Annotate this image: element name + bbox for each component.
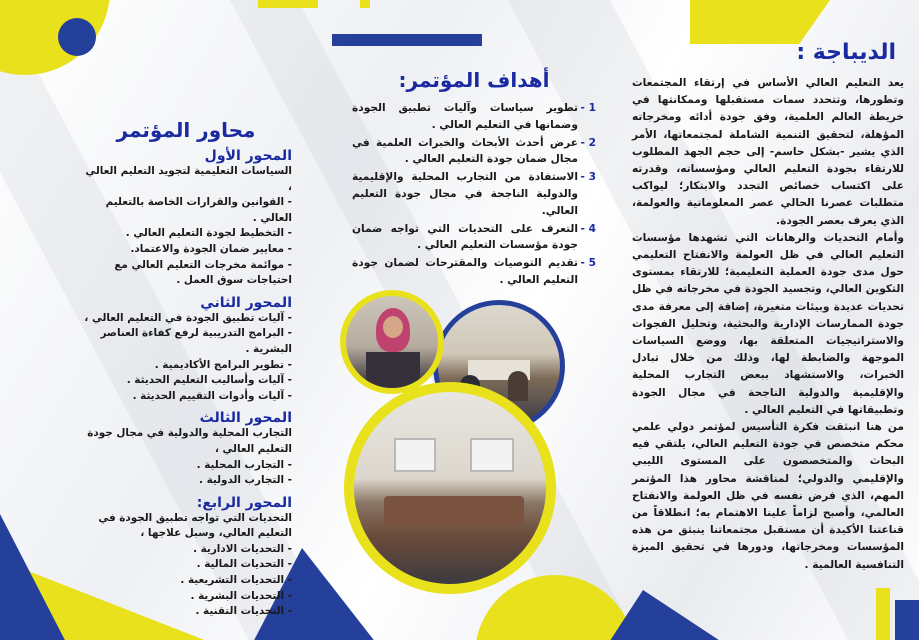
axis-item: التجارب المحلية والدولية في مجال جودة التعليم العالي ،: [87, 427, 292, 455]
axis-title: المحور الثالث: [199, 410, 292, 427]
axis-item: - التخطيط لجودة التعليم العالي .: [125, 227, 292, 240]
axis-item: - التحديات البشرية .: [190, 589, 292, 602]
goals-list: [352, 100, 596, 289]
goal-text: عرض أحدث الأبحاث والخبرات العلمية في مجال ضمان جودة التعليم العالي .: [352, 136, 578, 166]
axis-group: [80, 148, 292, 289]
axis-item: - آليات وأدوات التقييم الحديثة .: [132, 389, 292, 402]
axis-item: - آليات تطبيق الجودة في التعليم العالي ،: [84, 311, 292, 324]
goal-text: الاستفادة من التجارب المحلية والإقليمية والدولية الناجحة في مجال جودة التعليم العالي.: [352, 171, 578, 217]
axis-item: - القوانين والقرارات الخاصة بالتعليم العالي .: [105, 196, 292, 224]
axis-item: - موائمة مخرجات التعليم العالي مع احتياجات سوق العمل .: [114, 258, 292, 287]
goal-text: تقديم التوصيات والمقترحات لضمان جودة التعليم العالي .: [352, 257, 578, 286]
axis-item: - التجارب المحلية .: [196, 458, 292, 471]
goal-item: [352, 255, 596, 289]
axis-title: المحور الرابع:: [196, 494, 292, 511]
intro-title: الديباجة :: [796, 40, 896, 65]
axis-group: [80, 410, 292, 488]
axis-title: المحور الأول: [204, 148, 292, 164]
axes-list: [80, 148, 292, 620]
axis-item: - البرامج التدريبية لرفع كفاءة العناصر البشرية .: [100, 327, 292, 355]
intro-panel: [632, 0, 904, 640]
axis-group: [80, 295, 292, 405]
axis-item: - آليات وأساليب التعليم الحديثة .: [126, 374, 292, 387]
axis-title: المحور الثاني: [200, 294, 292, 311]
axis-item: - التحديات التقنية .: [195, 605, 292, 618]
goal-item: [352, 169, 596, 219]
axis-item: - معايير ضمان الجودة والاعتماد.: [130, 242, 292, 255]
intro-paragraph: من هنا انبثقت فكرة التأسيس لمؤتمر دولي علمي محكم متخصص في جودة التعليم العالي، يلتقي فيه البحاث والمتخصصون على المستوى الليبي والإقليمي والدولي؛ لمناقشة محاور هذا المؤتمر المهم، الذي فرض نفسه في ظل العولمة والانفتاح العالمي، وأصبح لزاماً علينا الاهتمام به؛ انطلاقاً من قناعتنا الأكيدة أن مستقبل مجتمعاتنا ينبثق من هذه المؤسسات ومخرجاتها، ودورها في تحقيق الميزة التنافسية العالمية .: [632, 421, 904, 571]
goal-text: تطوير سياسات وآليات تطبيق الجودة وضمانها في التعليم العالي .: [352, 102, 578, 131]
axes-panel: [80, 0, 292, 640]
axis-item: التحديات التي تواجه تطبيق الجودة في التعليم العالي، وسبل علاجها ،: [98, 511, 292, 540]
axis-item: - التجارب الدولية .: [199, 474, 292, 487]
intro-paragraph: وأمام التحديات والرهانات التي تشهدها مؤسسات التعليم العالي في ظل العولمة والانفتاح التعليمي حول مدى جودة العملية التعليمية؛ للارتقاء بمستوى التكوين العالي، وتجسيد الجودة في مخرجاته في ظل تحديات عديدة وبيئات متغيرة، إضافة إلى معرفة مدى جودة الممارسات الإدارية والبحثية، وتحليل الفجوات والاستراتيجيات المتعلقة بها، ووضع السياسات الموجهة والضابطة لها، وذلك من خلال تبادل الخبرات، والاستشهاد ببعض التجارب المحلية والإقليمية والدولية الناجحة في مجال الجودة وتطبيقاتها في التعليم العالي .: [632, 231, 904, 416]
axis-item: السياسات التعليمية لتجويد التعليم العالي ،: [85, 165, 292, 193]
goal-item: [352, 135, 596, 169]
axis-item: - التحديات المالية .: [196, 558, 292, 571]
axes-title: محاور المؤتمر: [116, 118, 256, 142]
axis-item: - التحديات التشريعية .: [180, 574, 292, 587]
goal-item: [352, 100, 596, 134]
goals-panel: [352, 0, 596, 640]
goal-item: [352, 221, 596, 255]
goal-number: 2 -: [580, 136, 596, 149]
axis-item: - التحديات الادارية .: [193, 542, 292, 555]
axis-group: [80, 495, 292, 620]
goal-number: 1 -: [580, 102, 596, 114]
axis-item: - تطوير البرامج الأكاديمية .: [154, 358, 292, 371]
intro-body: [632, 75, 904, 574]
goals-title: أهداف المؤتمر:: [398, 68, 550, 92]
goal-number: 3 -: [580, 171, 596, 184]
intro-paragraph: يعد التعليم العالي الأساس في إرتقاء المجتمعات وتطورها، وتتحدد سمات مستقبلها وممكانتها في خريطة العالم العلمية، وفق جودة أدائه ومخرجاته المؤهلة، لتحقيق التنمية الشاملة لمجتمعاتها، الأمر الذي يشير -بشكل حاسم- إلى حجم الجهد المطلوب للارتقاء بجودة التعليم العالي ومؤسساته، وقدرته على اكتساب خصائص التجدد والابتكار؛ ليواكب متطلبات عصرنا الحالي عصر المعلوماتية والعولمة، الذي يعرف بعصر الجودة.: [632, 77, 904, 227]
goal-text: التعرف على التحديات التي تواجه ضمان جودة مؤسسات التعليم العالي .: [352, 222, 578, 252]
goal-number: 4 -: [580, 222, 596, 235]
goal-number: 5 -: [580, 257, 596, 270]
